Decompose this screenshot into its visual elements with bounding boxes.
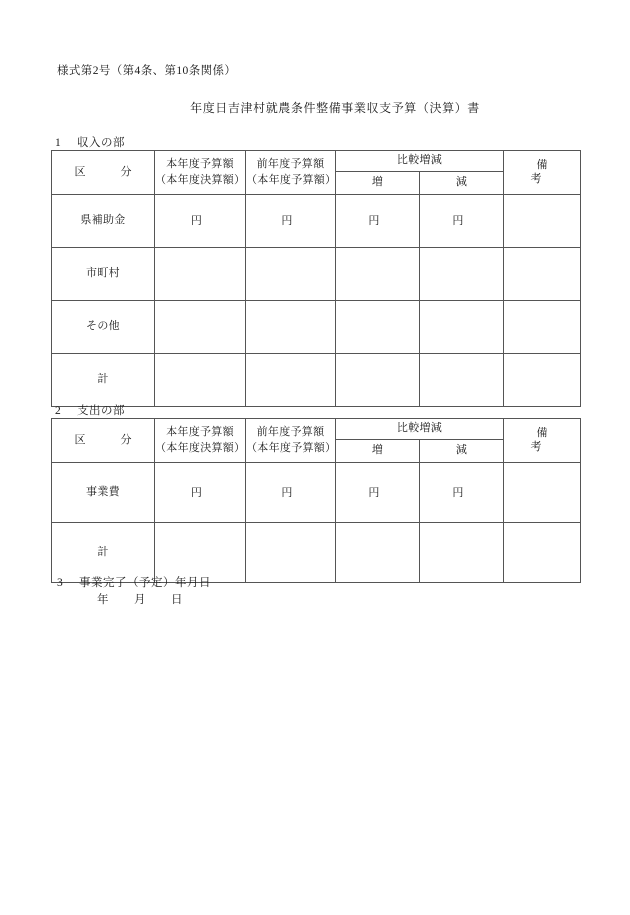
cell-decrease[interactable] — [420, 354, 504, 407]
document-title: 年度日吉津村就農条件整備事業収支予算（決算）書 — [190, 101, 480, 115]
cell-prev-year[interactable] — [246, 301, 336, 354]
header-this-year-settlement: （本年度決算額） — [155, 441, 246, 454]
header-comparison: 比較増減 — [336, 151, 504, 172]
cell-remarks[interactable] — [504, 195, 581, 248]
row-label[interactable]: その他 — [52, 301, 155, 354]
section-name: 支出の部 — [77, 405, 125, 417]
cell-prev-year[interactable] — [246, 248, 336, 301]
footer-label: 事業完了（予定）年月日 — [79, 577, 211, 589]
date-month-field[interactable]: 月 — [134, 594, 146, 606]
header-this-year — [155, 419, 246, 463]
cell-decrease[interactable] — [420, 463, 504, 523]
currency-unit: 円 — [190, 486, 203, 499]
table-row — [52, 248, 581, 301]
header-this-year-settlement: （本年度決算額） — [155, 173, 246, 186]
cell-this-year[interactable] — [155, 301, 246, 354]
header-kubun — [52, 151, 155, 195]
header-remarks-label: 備 考 — [530, 158, 583, 185]
header-prev-year — [246, 419, 336, 463]
date-day-field[interactable]: 日 — [171, 594, 183, 606]
row-label[interactable]: 事業費 — [52, 463, 155, 523]
cell-remarks[interactable] — [504, 463, 581, 523]
completion-date-heading — [57, 574, 211, 590]
row-label[interactable]: 市町村 — [52, 248, 155, 301]
table-header-row — [52, 151, 581, 172]
cell-prev-year[interactable] — [246, 463, 336, 523]
currency-unit: 円 — [368, 215, 380, 228]
form-number: 様式第2号（第4条、第10条関係） — [57, 65, 237, 77]
currency-unit: 円 — [452, 215, 464, 228]
completion-date-fields[interactable] — [97, 591, 208, 607]
header-prev-year-this-budget: （本年度予算額） — [246, 173, 337, 186]
header-increase: 増 — [336, 440, 420, 463]
header-kubun-label: 区 分 — [74, 433, 144, 446]
cell-increase[interactable] — [336, 463, 420, 523]
header-prev-year-budget: 前年度予算額 — [256, 157, 325, 170]
header-kubun — [52, 419, 155, 463]
cell-increase[interactable] — [336, 301, 420, 354]
header-decrease: 減 — [420, 172, 504, 195]
cell-remarks[interactable] — [504, 248, 581, 301]
header-decrease: 減 — [420, 440, 504, 463]
cell-this-year[interactable] — [155, 463, 246, 523]
cell-this-year[interactable] — [155, 248, 246, 301]
expense-table — [51, 418, 581, 583]
row-label-total[interactable]: 計 — [52, 523, 155, 583]
cell-decrease[interactable] — [420, 195, 504, 248]
header-this-year — [155, 151, 246, 195]
header-prev-year — [246, 151, 336, 195]
cell-prev-year[interactable] — [246, 523, 336, 583]
cell-decrease[interactable] — [420, 523, 504, 583]
header-prev-year-budget: 前年度予算額 — [256, 425, 325, 438]
header-this-year-budget: 本年度予算額 — [166, 157, 234, 170]
date-year-field[interactable]: 年 — [97, 594, 109, 606]
table-row-total — [52, 354, 581, 407]
header-comparison: 比較増減 — [336, 419, 504, 440]
header-kubun-label: 区 分 — [74, 165, 144, 178]
cell-increase[interactable] — [336, 248, 420, 301]
cell-increase[interactable] — [336, 354, 420, 407]
header-prev-year-this-budget: （本年度予算額） — [246, 441, 337, 454]
table-row — [52, 463, 581, 523]
cell-this-year[interactable] — [155, 354, 246, 407]
cell-increase[interactable] — [336, 523, 420, 583]
footer-number: 3 — [57, 577, 64, 589]
currency-unit: 円 — [281, 486, 293, 499]
currency-unit: 円 — [281, 215, 293, 228]
table-row — [52, 195, 581, 248]
row-label-total[interactable]: 計 — [52, 354, 155, 407]
section-number: 1 — [55, 137, 62, 149]
section-number: 2 — [55, 405, 62, 417]
header-remarks — [504, 419, 581, 463]
currency-unit: 円 — [368, 486, 380, 499]
cell-this-year[interactable] — [155, 195, 246, 248]
cell-remarks[interactable] — [504, 301, 581, 354]
income-table — [51, 150, 581, 407]
cell-remarks[interactable] — [504, 523, 581, 583]
header-this-year-budget: 本年度予算額 — [166, 425, 234, 438]
currency-unit: 円 — [452, 486, 464, 499]
cell-prev-year[interactable] — [246, 195, 336, 248]
header-increase: 増 — [336, 172, 420, 195]
header-remarks-label: 備 考 — [530, 426, 583, 453]
table-row — [52, 301, 581, 354]
cell-remarks[interactable] — [504, 354, 581, 407]
cell-decrease[interactable] — [420, 248, 504, 301]
currency-unit: 円 — [190, 215, 203, 228]
header-remarks — [504, 151, 581, 195]
table-header-row — [52, 419, 581, 440]
cell-decrease[interactable] — [420, 301, 504, 354]
section-heading-expense — [55, 402, 125, 418]
section-heading-income — [55, 134, 125, 150]
section-name: 収入の部 — [77, 137, 125, 149]
cell-prev-year[interactable] — [246, 354, 336, 407]
cell-increase[interactable] — [336, 195, 420, 248]
row-label[interactable]: 県補助金 — [52, 195, 155, 248]
